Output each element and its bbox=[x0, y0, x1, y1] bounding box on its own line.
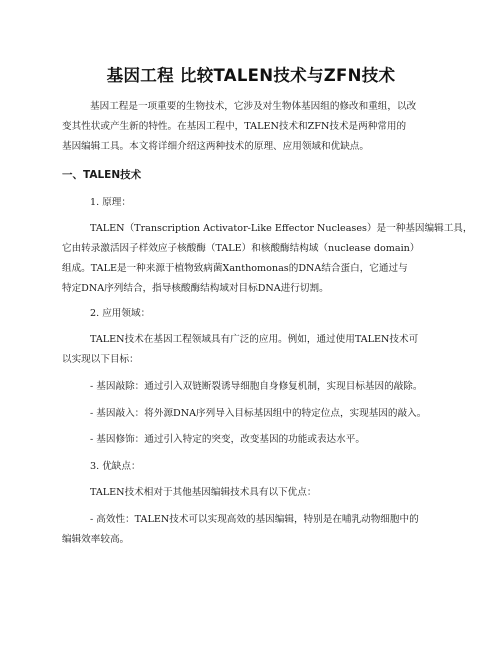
principle-line-1: TALEN（Transcription Activator-Like Effector Nucleases）是一种基因编辑工具， bbox=[90, 223, 473, 234]
pros-cons-item-1: - 高效性：TALEN技术可以实现高效的基因编辑，特别是在哺乳动物细胞中的 bbox=[90, 514, 419, 525]
applications-label: 2. 应用领域： bbox=[90, 308, 151, 319]
document-title: 基因工程 比较TALEN技术与ZFN技术 bbox=[106, 66, 396, 85]
pros-cons-label: 3. 优缺点： bbox=[90, 461, 141, 472]
section-heading-talen: 一、TALEN技术 bbox=[62, 169, 142, 181]
intro-line-3: 基因编辑工具。本文将详细介绍这两种技术的原理、应用领域和优缺点。 bbox=[62, 141, 369, 152]
applications-item-2: - 基因敲入：将外源DNA序列导入目标基因组中的特定位点，实现基因的敲入。 bbox=[90, 408, 427, 419]
intro-line-2: 变其性状或产生新的特性。在基因工程中，TALEN技术和ZFN技术是两种常用的 bbox=[62, 121, 407, 132]
applications-line-2: 以实现以下目标： bbox=[62, 354, 139, 365]
intro-line-1: 基因工程是一项重要的生物技术，它涉及对生物体基因组的修改和重组，以改 bbox=[90, 101, 417, 112]
pros-cons-item-1-cont: 编辑效率较高。 bbox=[62, 534, 130, 545]
applications-item-1: - 基因敲除：通过引入双链断裂诱导细胞自身修复机制，实现目标基因的敲除。 bbox=[90, 381, 423, 392]
pros-cons-line-1: TALEN技术相对于其他基因编辑技术具有以下优点： bbox=[90, 487, 317, 498]
applications-item-3: - 基因修饰：通过引入特定的突变，改变基因的功能或表达水平。 bbox=[90, 434, 365, 445]
principle-line-4: 特定DNA序列结合，指导核酸酶结构域对目标DNA进行切割。 bbox=[62, 283, 329, 294]
principle-line-3: 组成。TALE是一种来源于植物致病菌Xanthomonas的DNA结合蛋白，它通过与 bbox=[62, 263, 408, 274]
applications-line-1: TALEN技术在基因工程领域具有广泛的应用。例如，通过使用TALEN技术可 bbox=[90, 334, 419, 345]
principle-line-2: 它由转录激活因子样效应子核酸酶（TALE）和核酸酶结构域（nuclease domain） bbox=[62, 243, 420, 254]
principle-label: 1. 原理： bbox=[90, 197, 131, 208]
